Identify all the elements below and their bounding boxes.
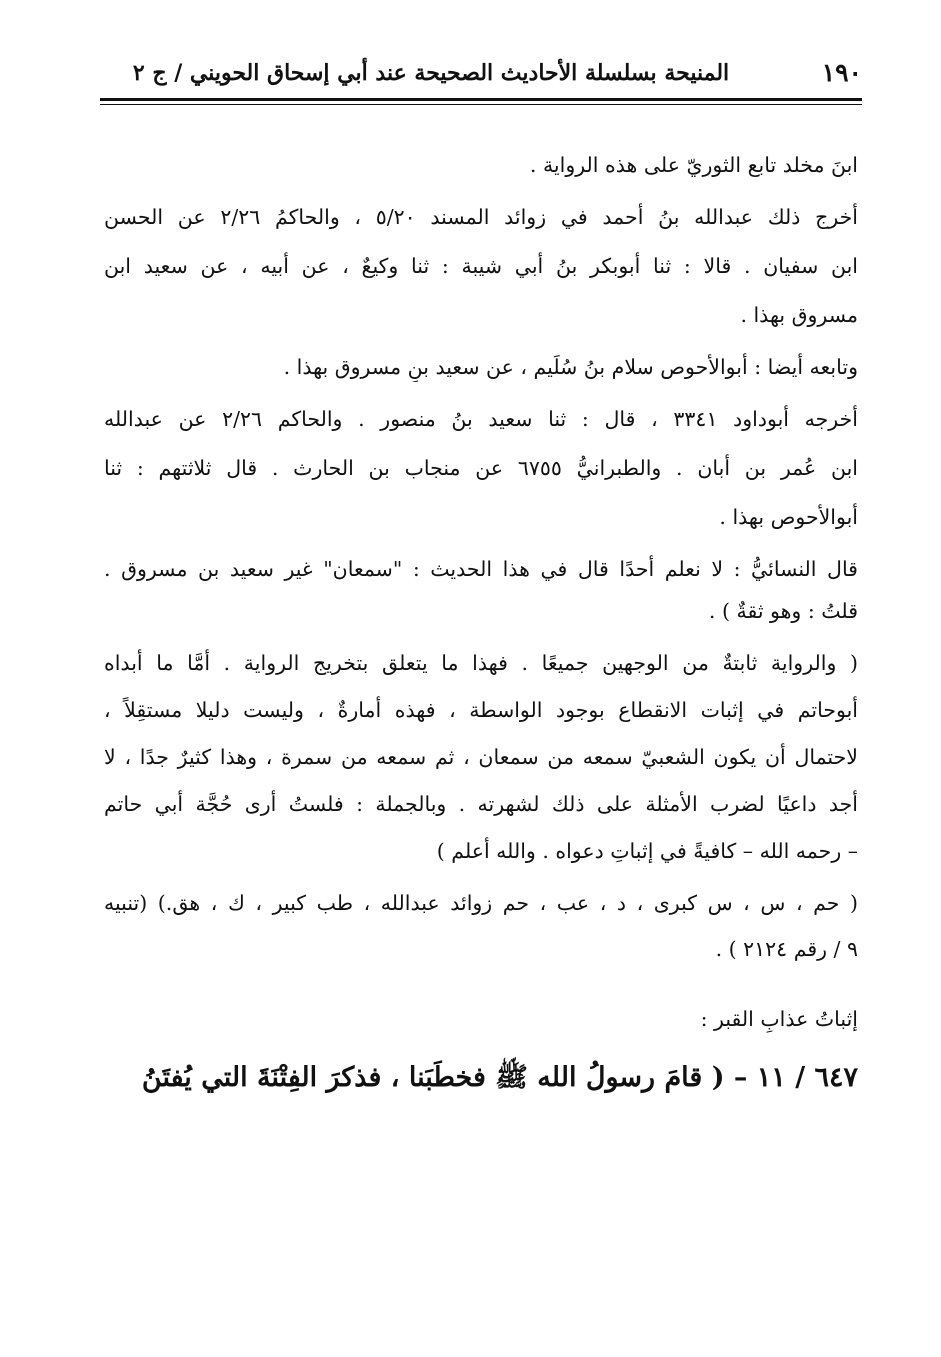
- text-line: وتابعه أيضا : أبوالأحوص سلام بنُ سُلَيم ، عن سعيد بنِ مسروق بهذا .: [283, 355, 858, 379]
- paragraph: [104, 202, 858, 330]
- paragraph: [104, 404, 858, 532]
- text-line: أبوالأحوص بهذا .: [719, 505, 858, 529]
- paragraph: [104, 888, 858, 964]
- text-line: مسروق بهذا .: [740, 303, 858, 327]
- hadith-line: ٦٤٧ / ١١ – ( قامَ رسولُ الله ﷺ فخطَبَنا ، فذكرَ الفِتْنَةَ التي يُفتَنُ: [141, 1062, 858, 1093]
- section-heading: إثباتُ عذابِ القبر :: [700, 1007, 858, 1031]
- text-line: – رحمه الله – كافيةً في إثباتِ دعواه . والله أعلم ): [436, 839, 858, 863]
- text-line: ( والرواية ثابتةٌ من الوجهين جميعًا . فهذا ما يتعلق بتخريج الرواية . أمَّا ما أبداه: [104, 651, 858, 675]
- text-line: أجد داعيًا لضرب الأمثلة على ذلك لشهرته . وبالجملة : فلستُ أرى حُجَّة أبي حاتم: [104, 792, 858, 816]
- text-line: ابنَ مخلد تابع الثوريّ على هذه الرواية .: [529, 153, 858, 177]
- text-line: قلتُ : وهو ثقةٌ ) .: [708, 599, 858, 623]
- text-line: أخرج ذلك عبدالله بنُ أحمد في زوائد المسند ٥/٢٠ ، والحاكمُ ٢/٢٦ عن الحسن: [104, 205, 858, 229]
- text-line: ابن عُمر بن أبان . والطبرانيُّ ٦٧٥٥ عن منجاب بن الحارث . قال ثلاثتهم : ثنا: [104, 456, 858, 480]
- paragraph: [104, 150, 858, 180]
- text-line: ابن سفيان . قالا : ثنا أبوبكر بنُ أبي شيبة : ثنا وكيعٌ ، عن أبيه ، عن سعيد ابن: [104, 254, 858, 278]
- text-line: ٩ / رقم ٢١٢٤ ) .: [715, 937, 858, 961]
- text-line: أبوحاتم في إثبات الانقطاع بوجود الواسطة ، فهذه أمارةٌ ، وليست دليلا مستقِلاً ،: [104, 698, 858, 722]
- text-line: قال النسائيُّ : لا نعلم أحدًا قال في هذا الحديث : "سمعان" غير سعيد بن مسروق .: [104, 557, 858, 581]
- paragraph: [104, 648, 858, 866]
- text-line: ( حم ، س ، س كبرى ، د ، عب ، حم زوائد عبدالله ، طب كبير ، ك ، هق.) (تنبيه: [104, 891, 858, 915]
- paragraph: [104, 352, 858, 382]
- page-body: [104, 150, 858, 1100]
- text-line: أخرجه أبوداود ٣٣٤١ ، قال : ثنا سعيد بنُ منصور . والحاكم ٢/٢٦ عن عبدالله: [104, 407, 858, 431]
- text-line: لاحتمال أن يكون الشعبيّ سمعه من سمعان ، ثم سمعه من سمرة ، وهذا كثيرٌ جدًا ، لا: [104, 745, 858, 769]
- paragraph: [104, 554, 858, 626]
- page-number: ١٩٠: [821, 58, 862, 87]
- page-header: [100, 52, 862, 101]
- running-title: المنيحة بسلسلة الأحاديث الصحيحة عند أبي إسحاق الحويني / ج ٢: [132, 60, 730, 86]
